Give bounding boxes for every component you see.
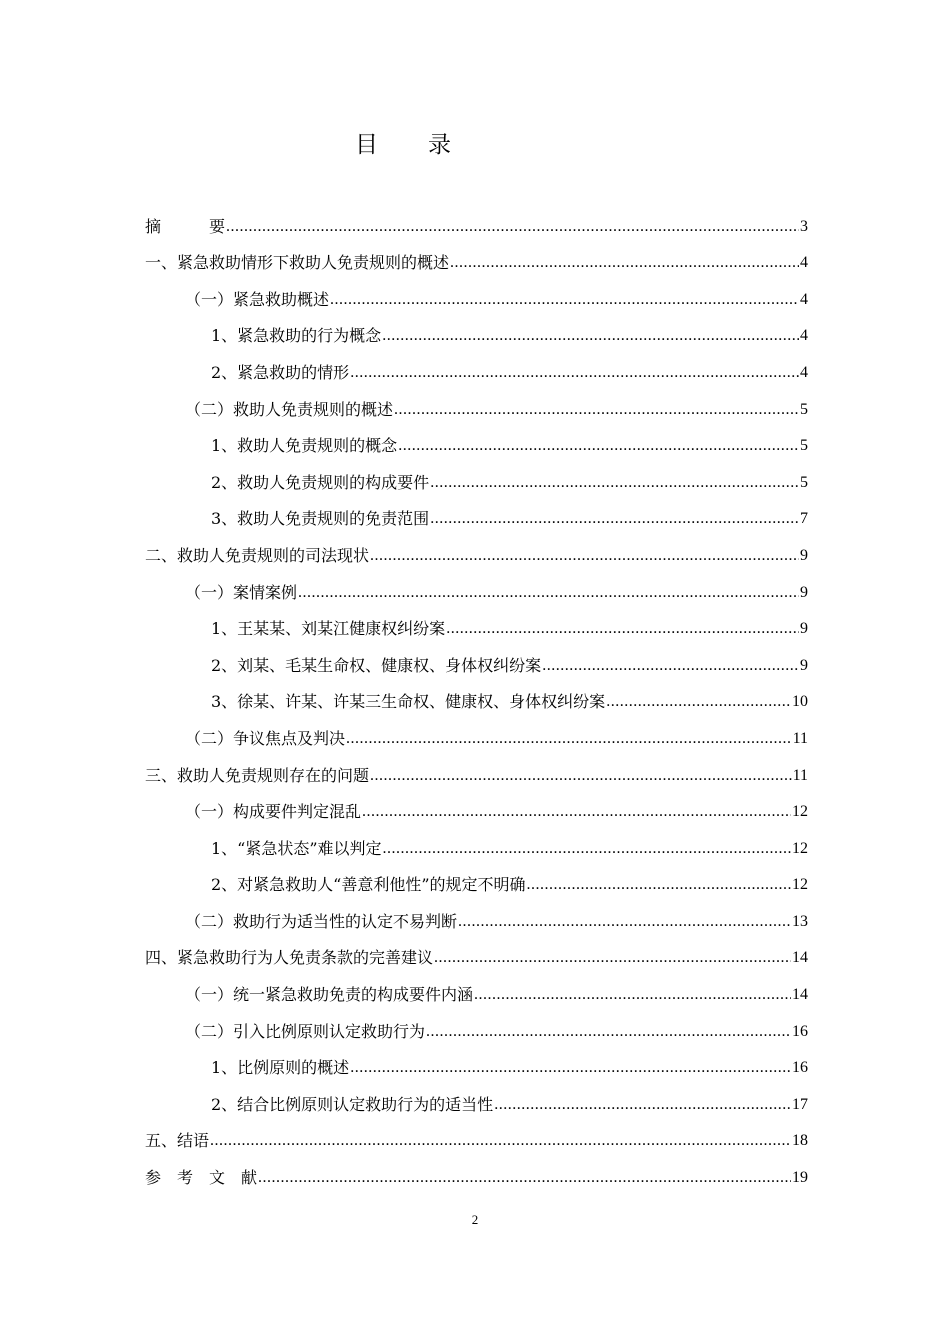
toc-entry-page-number: 12 xyxy=(792,839,808,857)
toc-dot-leader xyxy=(210,1131,791,1151)
toc-entry[interactable] xyxy=(145,566,808,603)
toc-entry[interactable] xyxy=(145,529,808,566)
toc-entry[interactable] xyxy=(145,712,808,749)
toc-entry-label: 2、刘某、毛某生命权、健康权、身体权纠纷案 xyxy=(211,655,542,675)
toc-dot-leader xyxy=(370,766,792,786)
toc-entry[interactable] xyxy=(145,1115,808,1152)
toc-entry-label: 3、救助人免责规则的免责范围 xyxy=(211,509,430,529)
toc-dot-leader xyxy=(474,985,791,1005)
toc-dot-leader xyxy=(370,546,799,566)
toc-entry-label: （二）救助人免责规则的概述 xyxy=(185,399,394,419)
toc-entry-page-number: 14 xyxy=(792,949,808,967)
toc-entry-label: 四、紧急救助行为人免责条款的完善建议 xyxy=(145,948,434,968)
toc-entry-page-number: 4 xyxy=(800,254,808,272)
toc-entry-label: 一、紧急救助情形下救助人免责规则的概述 xyxy=(145,253,450,273)
toc-entry[interactable] xyxy=(145,895,808,932)
toc-dot-leader xyxy=(606,692,791,712)
toc-entry-page-number: 9 xyxy=(800,620,808,638)
toc-entry-label: 五、结语 xyxy=(145,1131,210,1151)
toc-dot-leader xyxy=(450,253,799,273)
toc-entry[interactable] xyxy=(145,200,808,237)
toc-entry[interactable] xyxy=(145,346,808,383)
toc-entry[interactable] xyxy=(145,676,808,713)
toc-dot-leader xyxy=(383,839,791,859)
toc-entry-label: 2、对紧急救助人“善意利他性”的规定不明确 xyxy=(211,875,526,895)
toc-dot-leader xyxy=(350,1058,791,1078)
toc-entry-page-number: 13 xyxy=(792,912,808,930)
toc-entry-label: （一）紧急救助概述 xyxy=(185,289,330,309)
toc-entry-label: 摘 要 xyxy=(145,216,226,236)
toc-dot-leader xyxy=(494,1095,791,1115)
toc-entry-label: （一）案情案例 xyxy=(185,582,298,602)
toc-entry-page-number: 4 xyxy=(800,327,808,345)
toc-entry-page-number: 4 xyxy=(800,363,808,381)
toc-entry-page-number: 18 xyxy=(792,1132,808,1150)
toc-dot-leader xyxy=(458,912,791,932)
toc-entry-label: 1、救助人免责规则的概念 xyxy=(211,436,398,456)
toc-entry[interactable] xyxy=(145,786,808,823)
toc-dot-leader xyxy=(382,326,799,346)
toc-entry-page-number: 5 xyxy=(800,473,808,491)
toc-entry-label: （一）统一紧急救助免责的构成要件内涵 xyxy=(185,985,474,1005)
toc-entry-label: 1、紧急救助的行为概念 xyxy=(211,326,382,346)
toc-dot-leader xyxy=(426,1022,791,1042)
toc-dot-leader xyxy=(527,875,791,895)
toc-entry[interactable] xyxy=(145,493,808,530)
toc-dot-leader xyxy=(398,436,799,456)
toc-entry-label: 3、徐某、许某、许某三生命权、健康权、身体权纠纷案 xyxy=(211,692,606,712)
toc-dot-leader xyxy=(298,583,799,603)
toc-entry-page-number: 9 xyxy=(800,583,808,601)
toc-entry-page-number: 3 xyxy=(800,217,808,235)
toc-dot-leader xyxy=(394,400,799,420)
toc-entry-label: （一）构成要件判定混乱 xyxy=(185,802,362,822)
toc-entry-page-number: 12 xyxy=(792,876,808,894)
toc-entry-label: 1、比例原则的概述 xyxy=(211,1058,350,1078)
toc-entry[interactable] xyxy=(145,420,808,457)
toc-entry-page-number: 10 xyxy=(792,693,808,711)
toc-entry[interactable] xyxy=(145,859,808,896)
toc-dot-leader xyxy=(330,290,799,310)
page-number: 2 xyxy=(471,1212,479,1227)
toc-entry-page-number: 19 xyxy=(792,1169,808,1187)
toc-entry[interactable] xyxy=(145,639,808,676)
toc-entry-label: 1、“紧急状态”难以判定 xyxy=(211,838,382,858)
toc-entry-page-number: 7 xyxy=(800,510,808,528)
toc-entry[interactable] xyxy=(145,237,808,274)
toc-dot-leader xyxy=(430,473,799,493)
toc-entry-label: 2、结合比例原则认定救助行为的适当性 xyxy=(211,1094,494,1114)
toc-entry-label: 1、王某某、刘某江健康权纠纷案 xyxy=(211,619,446,639)
toc-entry-page-number: 11 xyxy=(792,729,808,747)
toc-entry[interactable] xyxy=(145,1005,808,1042)
toc-entry-label: 参 考 文 献 xyxy=(145,1168,258,1188)
toc-entry[interactable] xyxy=(145,310,808,347)
toc-entry[interactable] xyxy=(145,273,808,310)
toc-dot-leader xyxy=(362,802,791,822)
toc-entry-page-number: 11 xyxy=(792,766,808,784)
toc-entry-page-number: 12 xyxy=(792,803,808,821)
toc-entry[interactable] xyxy=(145,822,808,859)
toc-entry-page-number: 4 xyxy=(800,290,808,308)
toc-entry-label: （二）救助行为适当性的认定不易判断 xyxy=(185,911,458,931)
toc-entry[interactable] xyxy=(145,603,808,640)
toc-dot-leader xyxy=(350,363,799,383)
toc-dot-leader xyxy=(258,1168,791,1188)
toc-dot-leader xyxy=(430,509,799,529)
toc-entry[interactable] xyxy=(145,932,808,969)
toc-entry-page-number: 9 xyxy=(800,656,808,674)
toc-title: 目录 xyxy=(355,132,501,158)
toc-entry-page-number: 9 xyxy=(800,546,808,564)
toc-dot-leader xyxy=(542,656,799,676)
toc-dot-leader xyxy=(434,948,791,968)
toc-entry-label: 三、救助人免责规则存在的问题 xyxy=(145,765,370,785)
toc-entry[interactable] xyxy=(145,383,808,420)
toc-entry[interactable] xyxy=(145,749,808,786)
toc-entry-label: （二）引入比例原则认定救助行为 xyxy=(185,1021,426,1041)
toc-entry-page-number: 5 xyxy=(800,437,808,455)
toc-entry-page-number: 5 xyxy=(800,400,808,418)
toc-dot-leader xyxy=(226,217,799,237)
toc-entry-label: （二）争议焦点及判决 xyxy=(185,728,346,748)
toc-entry-page-number: 17 xyxy=(792,1095,808,1113)
table-of-contents xyxy=(145,200,808,1188)
toc-entry[interactable] xyxy=(145,1078,808,1115)
toc-entry[interactable] xyxy=(145,1042,808,1079)
toc-entry-label: 2、紧急救助的情形 xyxy=(211,362,350,382)
toc-entry[interactable] xyxy=(145,1151,808,1188)
toc-entry[interactable] xyxy=(145,968,808,1005)
toc-entry-page-number: 16 xyxy=(792,1059,808,1077)
toc-entry-label: 2、救助人免责规则的构成要件 xyxy=(211,472,430,492)
toc-entry-page-number: 14 xyxy=(792,986,808,1004)
toc-dot-leader xyxy=(346,729,792,749)
toc-dot-leader xyxy=(446,619,799,639)
toc-entry[interactable] xyxy=(145,456,808,493)
toc-entry-label: 二、救助人免责规则的司法现状 xyxy=(145,545,370,565)
toc-entry-page-number: 16 xyxy=(792,1022,808,1040)
